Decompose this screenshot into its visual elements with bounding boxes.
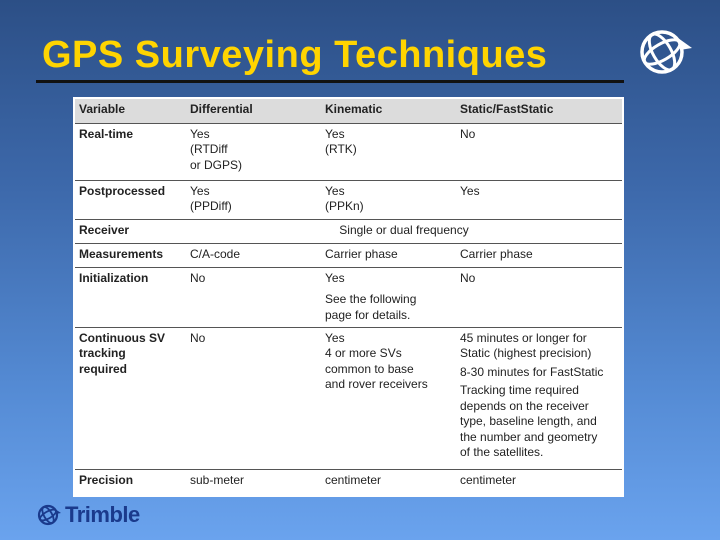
trimble-globe-small-icon (36, 502, 62, 528)
row-label: Receiver (75, 219, 186, 243)
cell-line: Yes (325, 330, 345, 345)
cell-line: See the following (325, 292, 417, 306)
cell-line: or DGPS) (190, 157, 243, 172)
table-cell-span: Single or dual frequency (186, 219, 622, 243)
cell-line: the number and geometry (460, 429, 598, 444)
table-cell: No (456, 267, 622, 327)
table-cell (186, 123, 321, 180)
table-row-measurements (75, 243, 622, 267)
table-cell: C/A-code (186, 243, 321, 267)
table-row-receiver (75, 219, 622, 243)
cell-line: common to base (325, 361, 414, 376)
table-cell: No (186, 327, 321, 469)
table-cell: No (456, 123, 622, 180)
cell-line: and rover receivers (325, 377, 428, 391)
table-cell: centimeter (325, 472, 382, 487)
table-cell (321, 123, 456, 180)
cell-line: 45 minutes or longer for (460, 330, 587, 345)
table-cell (321, 327, 456, 469)
row-label: Initialization (75, 267, 186, 327)
cell-line: 8-30 minutes for FastStatic (460, 364, 604, 379)
header-cell-differential: Differential (186, 99, 321, 123)
cell-line: page for details. (325, 307, 411, 322)
table-row-postprocessed (75, 180, 622, 219)
trimble-globe-icon (634, 22, 696, 82)
cell-line: Yes (190, 126, 210, 141)
table-header-row (75, 99, 622, 123)
cell-line: Yes (325, 270, 345, 285)
comparison-table-panel (73, 97, 624, 497)
table-cell: Carrier phase (456, 243, 622, 267)
row-label (75, 327, 186, 469)
table-row-continuous-tracking (75, 327, 622, 469)
header-cell-variable: Variable (75, 99, 186, 123)
title-underline (36, 80, 624, 83)
cell-line: required (79, 361, 128, 376)
cell-line: Static (highest precision) (460, 346, 592, 360)
trimble-wordmark: Trimble (65, 502, 140, 527)
cell-line: (RTK) (325, 142, 357, 156)
table-row-precision (75, 469, 622, 495)
cell-line: 4 or more SVs (325, 346, 402, 360)
cell-line: Yes (325, 126, 345, 141)
row-label: Real-time (75, 123, 186, 180)
table-cell: sub-meter (190, 472, 245, 487)
comparison-table (75, 99, 622, 495)
row-label: Postprocessed (75, 180, 186, 219)
cell-line: Yes (325, 183, 345, 198)
cell-line: of the satellites. (460, 445, 544, 459)
table-cell: Yes (456, 180, 622, 219)
slide-title: GPS Surveying Techniques (42, 34, 548, 76)
row-label: Measurements (75, 243, 186, 267)
table-row-initialization (75, 267, 622, 327)
cell-line: type, baseline length, and (460, 414, 597, 428)
cell-line: Tracking time required (460, 383, 579, 397)
cell-line: (PPDiff) (190, 199, 232, 213)
table-row-realtime (75, 123, 622, 180)
cell-line: depends on the receiver (460, 398, 589, 413)
table-cell: Carrier phase (321, 243, 456, 267)
table-cell (456, 327, 622, 469)
table-cell: No (186, 267, 321, 327)
table-cell (321, 267, 456, 327)
header-cell-static: Static/FastStatic (456, 99, 622, 123)
header-cell-kinematic: Kinematic (321, 99, 456, 123)
cell-line: tracking (79, 346, 126, 360)
trimble-logo (36, 500, 140, 530)
table-cell (186, 180, 321, 219)
cell-line: Yes (190, 183, 210, 198)
cell-line: Continuous SV (79, 330, 165, 345)
table-cell (321, 180, 456, 219)
cell-line: (PPKn) (325, 199, 364, 213)
table-cell: centimeter (460, 472, 517, 487)
cell-line: (RTDiff (190, 142, 228, 156)
row-label: Precision (79, 472, 134, 487)
